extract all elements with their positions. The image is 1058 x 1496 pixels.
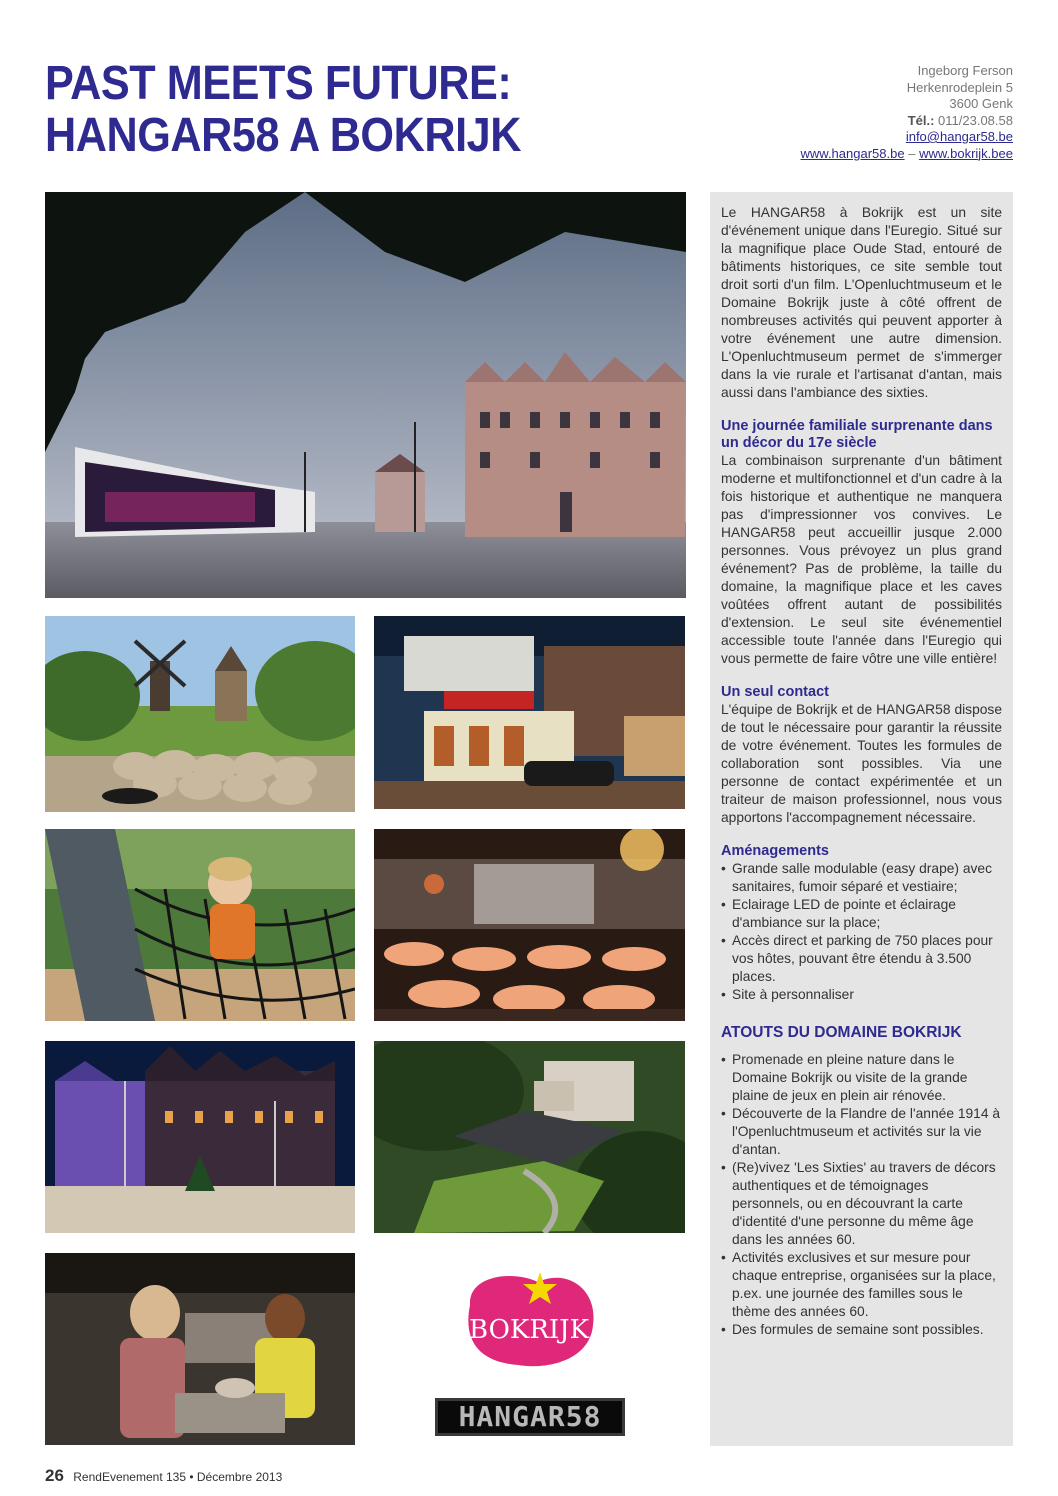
hangar58-logo: HANGAR58 bbox=[435, 1398, 625, 1436]
email-link[interactable]: info@hangar58.be bbox=[905, 129, 1013, 144]
web-link-hangar[interactable]: www.hangar58.be bbox=[800, 145, 905, 161]
heading-single-contact: Un seul contact bbox=[721, 684, 829, 700]
contact-name: Ingeborg Ferson bbox=[917, 63, 1013, 78]
contact-street: Herkenrodeplein 5 bbox=[906, 79, 1013, 95]
title-line-1: PAST MEETS FUTURE: bbox=[45, 57, 512, 110]
heading-amenities: Aménagements bbox=[721, 843, 829, 859]
photo-playground bbox=[45, 829, 355, 1021]
list-item: • Des formules de semaine sont possibles. bbox=[721, 1321, 1002, 1339]
list-item: • Activités exclusives et sur mesure pour chaque entreprise, organisées sur la place, p.ex. une journée des familles sous le thème des années 60. bbox=[721, 1249, 1002, 1321]
heading-family-day: Une journée familiale surprenante dans un décor du 17e siècle bbox=[721, 418, 993, 451]
list-item: • Eclairage LED de pointe et éclairage d'ambiance sur la place; bbox=[721, 896, 1002, 932]
contact-web-row bbox=[713, 146, 1013, 163]
sidebar-article bbox=[710, 192, 1013, 1446]
photo-pottery bbox=[45, 1253, 355, 1445]
contact-city: 3600 Genk bbox=[949, 96, 1013, 111]
footer-publication: RendEvenement 135 • Décembre 2013 bbox=[73, 1470, 283, 1484]
web-separator: – bbox=[908, 145, 916, 161]
contact-phone bbox=[713, 113, 1013, 130]
amenities-list bbox=[721, 860, 1002, 1004]
web-link-bokrijk[interactable]: www.bokrijk.bee bbox=[919, 145, 1013, 161]
family-day-paragraph: La combinaison surprenante d'un bâtiment moderne et multifonctionnel et d'un cadre à la fois historique et authentique ne manquera pas d'impressionner vos convives. Le HANGAR58 peut accueillir jusque 2.000 personnes. Vous prévoyez un plus grand événement? Pas de problème, la taille du domaine, la magnifique place et les caves voûtées offrent autant de possibilités d'extension. Le seul site événementiel accessible toute l'année dans l'Euregio qui vous permette de faire vôtre une ville entière! bbox=[721, 453, 1002, 666]
assets-list bbox=[721, 1051, 1002, 1339]
single-contact-paragraph: L'équipe de Bokrijk et de HANGAR58 dispose de tout le nécessaire pour garantir la réussite de votre événement. Toutes les formules de collaboration sont possibles. Via une personne de contact expérimentée et un traiteur de maison professionnel, nous vous apportons l'accompagnement nécessaire. bbox=[721, 702, 1002, 825]
page-number: 26 bbox=[45, 1466, 64, 1485]
bokrijk-logo bbox=[458, 1270, 600, 1370]
page-footer bbox=[45, 1466, 282, 1486]
photo-night-square bbox=[45, 1041, 355, 1233]
photo-banquet bbox=[374, 829, 685, 1021]
heading-domain-assets: ATOUTS DU DOMAINE BOKRIJK bbox=[721, 1024, 962, 1041]
list-item: • (Re)vivez 'Les Sixties' au travers de décors authentiques et de témoignages personnels, ou en découvrant la carte d'identité d'une personne du même âge dans les années 60. bbox=[721, 1159, 1002, 1249]
list-item: • Grande salle modulable (easy drape) avec sanitaires, fumoir séparé et vestiaire; bbox=[721, 860, 1002, 896]
contact-block bbox=[713, 63, 1013, 162]
photo-sheep bbox=[45, 616, 355, 812]
list-item: • Promenade en pleine nature dans le Domaine Bokrijk ou visite de la grande plaine de jeux en plein air rénovée. bbox=[721, 1051, 1002, 1105]
title-line-2: HANGAR58 A BOKRIJK bbox=[45, 109, 521, 162]
phone-number: 011/23.08.58 bbox=[938, 112, 1013, 128]
hero-photo-square bbox=[45, 192, 686, 598]
page-title bbox=[45, 58, 603, 162]
photo-aerial bbox=[374, 1041, 685, 1233]
list-item: • Découverte de la Flandre de l'année 1914 à l'Openluchtmuseum et activités sur la vie d'antan. bbox=[721, 1105, 1002, 1159]
list-item: • Site à personnaliser bbox=[721, 986, 1002, 1004]
contact-email-row bbox=[713, 129, 1013, 146]
phone-label: Tél.: bbox=[907, 112, 935, 128]
intro-paragraph: Le HANGAR58 à Bokrijk est un site d'événement unique dans l'Euregio. Situé sur la magnifique place Oude Stad, entouré de bâtiments historiques, ce site semble tout droit sorti d'un film. L'Openluchtmuseum et le Domaine Bokrijk juste à côté offrent de nombreuses activités qui peuvent apporter à votre événement une autre dimension. L'Openluchtmuseum permet de s'immerger dans la vie rurale et l'artisanat d'antan, mais aussi dans l'ambiance des sixties. bbox=[721, 205, 1002, 400]
photo-delhaize bbox=[374, 616, 685, 809]
list-item: • Accès direct et parking de 750 places pour vos hôtes, pouvant être étendu à 3.500 places. bbox=[721, 932, 1002, 986]
bokrijk-logo-text: BOKRIJK bbox=[468, 1315, 590, 1345]
